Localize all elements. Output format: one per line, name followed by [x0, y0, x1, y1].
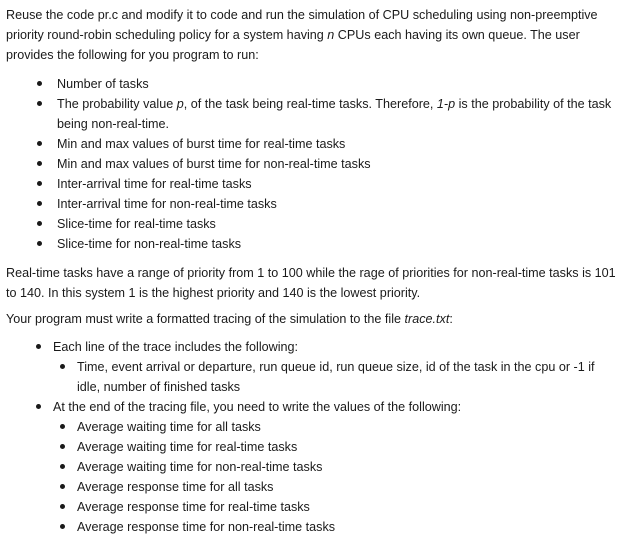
- p-variable: p: [176, 97, 184, 111]
- priorities-paragraph: Real-time tasks have a range of priority from 1 to 100 while the rage of priorities for non-real-time tasks is 101 to 140. In this system 1 is the highest priority and 140 is the lowest priority.: [6, 266, 616, 300]
- list-item: Slice-time for non-real-time tasks: [6, 234, 627, 254]
- list-item: Average waiting time for real-time tasks: [53, 437, 617, 457]
- list-item: Slice-time for real-time tasks: [6, 214, 627, 234]
- list-item: Average response time for real-time tasks: [53, 497, 617, 517]
- list-item: Min and max values of burst time for real-time tasks: [6, 134, 627, 154]
- trace-intro-paragraph: Your program must write a formatted tracing of the simulation to the file trace.txt:: [6, 312, 453, 326]
- list-item: Average response time for non-real-time tasks: [53, 517, 617, 537]
- one-minus-p-expression: 1-p: [436, 97, 456, 111]
- list-item: Number of tasks: [6, 74, 627, 94]
- trace-filename: trace.txt: [404, 312, 450, 326]
- intro-text-end: CPUs each having its own queue. The user provides the following for you program to run:: [6, 28, 580, 62]
- list-item: Inter-arrival time for real-time tasks: [6, 174, 627, 194]
- list-item: Min and max values of burst time for non-real-time tasks: [6, 154, 627, 174]
- trace-line-sublist: [53, 357, 634, 397]
- n-variable: n: [327, 28, 335, 42]
- list-item: [6, 337, 634, 397]
- list-item: Inter-arrival time for non-real-time tasks: [6, 194, 627, 214]
- list-item: [6, 397, 634, 537]
- intro-text-start: Reuse the code pr.c and modify it to code and run the simulation of CPU scheduling using non-preemptive priority round-robin scheduling policy for a system having: [6, 8, 598, 42]
- intro-paragraph: [6, 5, 626, 65]
- list-item: Average response time for all tasks: [53, 477, 617, 497]
- list-item: Time, event arrival or departure, run queue id, run queue size, id of the task in the cpu or -1 if idle, number of finished tasks: [53, 357, 617, 397]
- trace-end-heading: At the end of the tracing file, you need to write the values of the following:: [53, 400, 462, 414]
- inputs-list: [6, 74, 634, 254]
- list-item: The probability value p, of the task being real-time tasks. Therefore, 1-p is the probability of the task being non-real-time.: [6, 94, 627, 134]
- list-item: Average waiting time for all tasks: [53, 417, 617, 437]
- list-item: Average waiting time for non-real-time tasks: [53, 457, 617, 477]
- trace-requirements-list: [6, 337, 634, 537]
- trace-end-sublist: [53, 417, 634, 537]
- trace-line-heading: Each line of the trace includes the following:: [53, 340, 299, 354]
